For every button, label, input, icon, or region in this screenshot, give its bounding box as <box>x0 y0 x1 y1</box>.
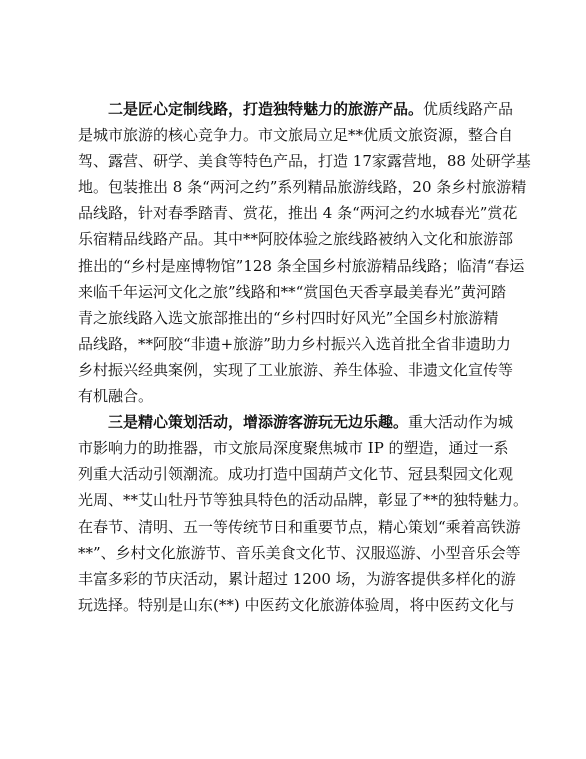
text-line <box>78 253 525 279</box>
body-text-run: 地。包装推出 8 条“两河之约”系列精品旅游线路，20 条乡村旅游精 <box>78 178 527 197</box>
bold-heading-text: 二是匠心定制线路，打造独特魅力的旅游产品。 <box>108 100 424 118</box>
body-text-run: 玩选择。特别是山东(**) 中医药文化旅游体验周，将中医药文化与 <box>78 595 515 614</box>
body-text-run: 光周、**艾山牡丹节等独具特色的活动品牌，彰显了**的独特魅力。 <box>78 491 529 510</box>
body-text-run: 丰富多彩的节庆活动，累计超过 1200 场，为游客提供多样化的游 <box>78 569 516 588</box>
text-line <box>78 305 518 331</box>
text-line <box>78 514 521 540</box>
text-line <box>78 96 518 122</box>
body-text-run: 乡村振兴经典案例，实现了工业旅游、养生体验、非遗文化宣传等 <box>78 360 514 379</box>
text-line <box>78 461 518 487</box>
bold-heading-text: 三是精心策划活动，增添游客游玩无边乐趣。 <box>108 413 409 432</box>
paragraph-activities <box>78 409 529 618</box>
body-text-run: 列重大活动引领潮流。成功打造中国葫芦文化节、冠县梨园文化观 <box>78 465 514 484</box>
body-text-run: 市影响力的助推器，市文旅局深度聚焦城市 IP 的塑造，通过一系 <box>78 439 509 458</box>
text-line <box>78 592 518 618</box>
body-text-run: 在春节、清明、五一等传统节日和重要节点，精心策划“乘着高铁游 <box>78 517 521 536</box>
text-line <box>78 357 518 383</box>
text-line <box>78 122 518 148</box>
body-text-run: 品线路，针对春季踏青、赏花，推出 4 条“两河之约水城春光”赏花 <box>78 204 518 223</box>
body-text-run: 有机融合。 <box>78 387 154 406</box>
body-text-run: 优质线路产品 <box>423 100 514 118</box>
text-line <box>78 148 531 174</box>
text-line <box>78 435 518 461</box>
text-line <box>78 540 521 566</box>
text-line <box>78 226 518 252</box>
text-line <box>78 174 527 200</box>
text-line <box>78 409 518 435</box>
text-line <box>78 566 518 592</box>
body-text-run: 来临千年运河文化之旅”线路和**“赏国色天香享最美春光”黄河踏 <box>78 282 507 301</box>
body-text-run: 品线路，**阿胶“非遗+旅游”助力乡村振兴入选首批全省非遗助力 <box>78 334 511 353</box>
body-text-run: 驾、露营、研学、美食等特色产品，打造 17家露营地，88 处研学基 <box>78 152 531 171</box>
paragraph-routes <box>78 96 531 409</box>
body-text <box>78 96 531 618</box>
body-text-run: 青之旅线路入选文旅部推出的“乡村四时好风光”全国乡村旅游精 <box>78 308 499 327</box>
text-line <box>78 200 518 226</box>
text-line <box>78 331 518 357</box>
body-text-run: **”、乡村文化旅游节、音乐美食文化节、汉服巡游、小型音乐会等 <box>78 543 521 562</box>
body-text-run: 重大活动作为城 <box>408 413 514 432</box>
body-text-run: 推出的“乡村是座博物馆”128 条全国乡村旅游精品线路；临清“春运 <box>78 256 525 275</box>
text-line <box>78 279 518 305</box>
body-text-run: 乐宿精品线路产品。其中**阿胶体验之旅线路被纳入文化和旅游部 <box>78 230 514 249</box>
body-text-run: 是城市旅游的核心竞争力。市文旅局立足**优质文旅资源，整合自 <box>78 126 514 145</box>
text-line <box>78 487 529 513</box>
text-line <box>78 383 518 409</box>
